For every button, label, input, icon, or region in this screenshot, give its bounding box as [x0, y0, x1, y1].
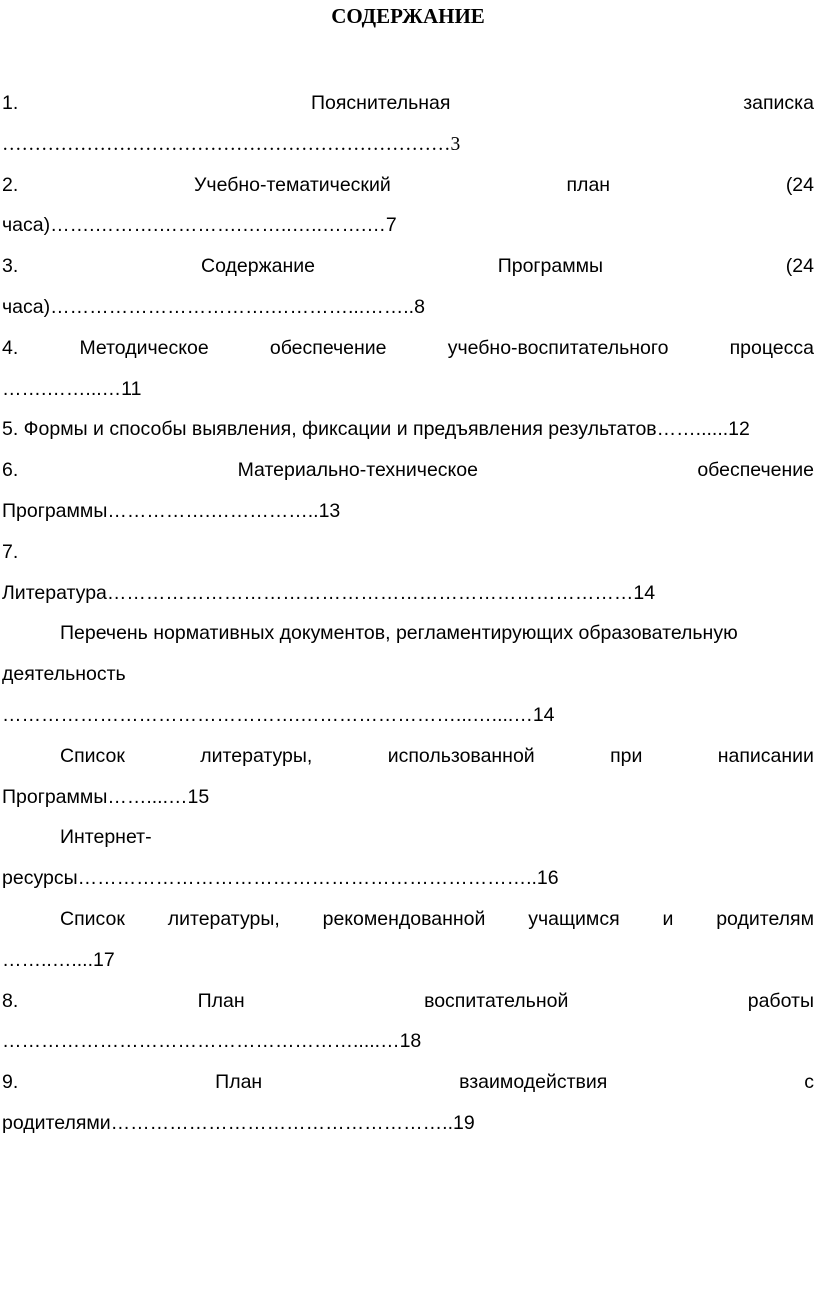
toc-entry-7-leader — [2, 573, 814, 614]
toc-subentry-4-leader — [2, 940, 814, 981]
toc-entry-leader-page: ……..…....17 — [2, 948, 115, 971]
toc-entry-word: процесса — [729, 336, 814, 359]
table-of-contents — [2, 83, 814, 1144]
toc-entry-number: 8. — [2, 989, 19, 1012]
toc-entry-word: написании — [717, 744, 814, 767]
toc-entry-9-leader — [2, 1103, 814, 1144]
toc-subentry-2-leader — [2, 777, 814, 818]
toc-subentry-3-leader — [2, 858, 814, 899]
toc-entry-word: Список — [60, 907, 125, 930]
toc-entry-word: Материально-техническое — [237, 459, 478, 482]
toc-entry-number: 1. — [2, 92, 19, 114]
toc-entry-leader-page: часа)…….……….………….……..…..…….…7 — [2, 214, 397, 237]
toc-entry-word: взаимодействия — [459, 1071, 608, 1094]
toc-entry-word: Программы — [497, 255, 604, 278]
toc-entry-text: 5. Формы и способы выявления, фиксации и предъявления результатов……......12 — [2, 418, 750, 441]
toc-entry-4-line — [2, 328, 814, 369]
toc-entry-text: Перечень нормативных документов, регламентирующих образовательную — [60, 622, 738, 645]
toc-entry-word: (24 — [785, 173, 814, 196]
toc-subentry-1-leader — [2, 695, 814, 736]
toc-entry-word: литературы, — [167, 907, 280, 930]
toc-entry-7-line — [2, 532, 814, 573]
toc-entry-text: деятельность — [2, 663, 126, 686]
toc-entry-word: работы — [747, 989, 814, 1012]
toc-entry-word: учащимся — [528, 907, 620, 930]
toc-entry-text: Интернет- — [60, 826, 152, 849]
toc-entry-number: 2. — [2, 173, 19, 196]
toc-subentry-2-line — [2, 736, 814, 777]
toc-entry-word: Список — [60, 744, 125, 767]
toc-entry-word: Учебно-тематический — [194, 173, 391, 196]
toc-subentry-1-line — [2, 613, 814, 654]
toc-entry-number: 3. — [2, 255, 19, 278]
toc-entry-leader-page: родителями……………………………………………..19 — [2, 1111, 475, 1134]
toc-entry-2-line — [2, 165, 814, 206]
toc-entry-6-line — [2, 450, 814, 491]
toc-entry-4-leader — [2, 369, 814, 410]
toc-entry-word: план — [566, 173, 611, 196]
toc-entry-leader-page: …….……...…11 — [2, 377, 142, 400]
toc-entry-word: родителям — [716, 907, 814, 930]
toc-entry-8-leader — [2, 1021, 814, 1062]
page-title: СОДЕРЖАНИЕ — [331, 4, 485, 28]
toc-entry-word: План — [215, 1071, 263, 1094]
toc-entry-word: с — [804, 1071, 814, 1094]
toc-entry-word: использованной — [387, 744, 535, 767]
toc-entry-1-line — [2, 83, 814, 124]
toc-entry-word: Содержание — [201, 255, 315, 278]
toc-entry-leader-page: Литература………………………………………………………………………14 — [2, 581, 656, 604]
toc-entry-5-line — [2, 409, 814, 450]
toc-entry-word: обеспечение — [697, 459, 814, 482]
toc-entry-leader-page: часа)…………………………….…………...……..8 — [2, 295, 425, 318]
toc-entry-word: при — [610, 744, 643, 767]
toc-entry-leader-page: ……………………………………………….....…18 — [2, 1030, 422, 1053]
toc-entry-word: (24 — [785, 255, 814, 278]
toc-entry-word: Пояснительная — [311, 92, 451, 114]
toc-entry-word: обеспечение — [269, 336, 387, 359]
toc-entry-1-leader — [2, 124, 814, 165]
toc-entry-leader-page: Программы…………….……………..13 — [2, 499, 341, 522]
toc-entry-leader-page: ресурсы……………………………………………………………..16 — [2, 867, 559, 890]
toc-entry-9-line — [2, 1062, 814, 1103]
toc-entry-leader-page: ……………………………………….……………………...…....…14 — [2, 703, 555, 726]
toc-entry-word: рекомендованной — [322, 907, 486, 930]
toc-entry-3-line — [2, 246, 814, 287]
toc-entry-3-leader — [2, 287, 814, 328]
toc-subentry-3-line — [2, 817, 814, 858]
toc-entry-6-leader — [2, 491, 814, 532]
toc-entry-number: 6. — [2, 459, 19, 482]
toc-entry-leader-page: Программы……....…15 — [2, 785, 210, 808]
toc-entry-word: План — [197, 989, 245, 1012]
toc-entry-2-leader — [2, 205, 814, 246]
toc-entry-number: 9. — [2, 1071, 19, 1094]
toc-entry-number: 7. — [2, 540, 19, 563]
toc-entry-word: и — [662, 907, 674, 930]
toc-subentry-1-line2 — [2, 654, 814, 695]
toc-entry-word: учебно-воспитательного — [447, 336, 669, 359]
toc-entry-word: воспитательной — [424, 989, 569, 1012]
toc-entry-number: 4. — [2, 336, 19, 359]
toc-entry-word: литературы, — [200, 744, 313, 767]
toc-entry-word: записка — [743, 92, 814, 114]
toc-subentry-4-line — [2, 899, 814, 940]
toc-entry-leader-page: ……………………………………………………………3 — [2, 133, 461, 155]
toc-entry-8-line — [2, 981, 814, 1022]
toc-entry-word: Методическое — [79, 336, 209, 359]
